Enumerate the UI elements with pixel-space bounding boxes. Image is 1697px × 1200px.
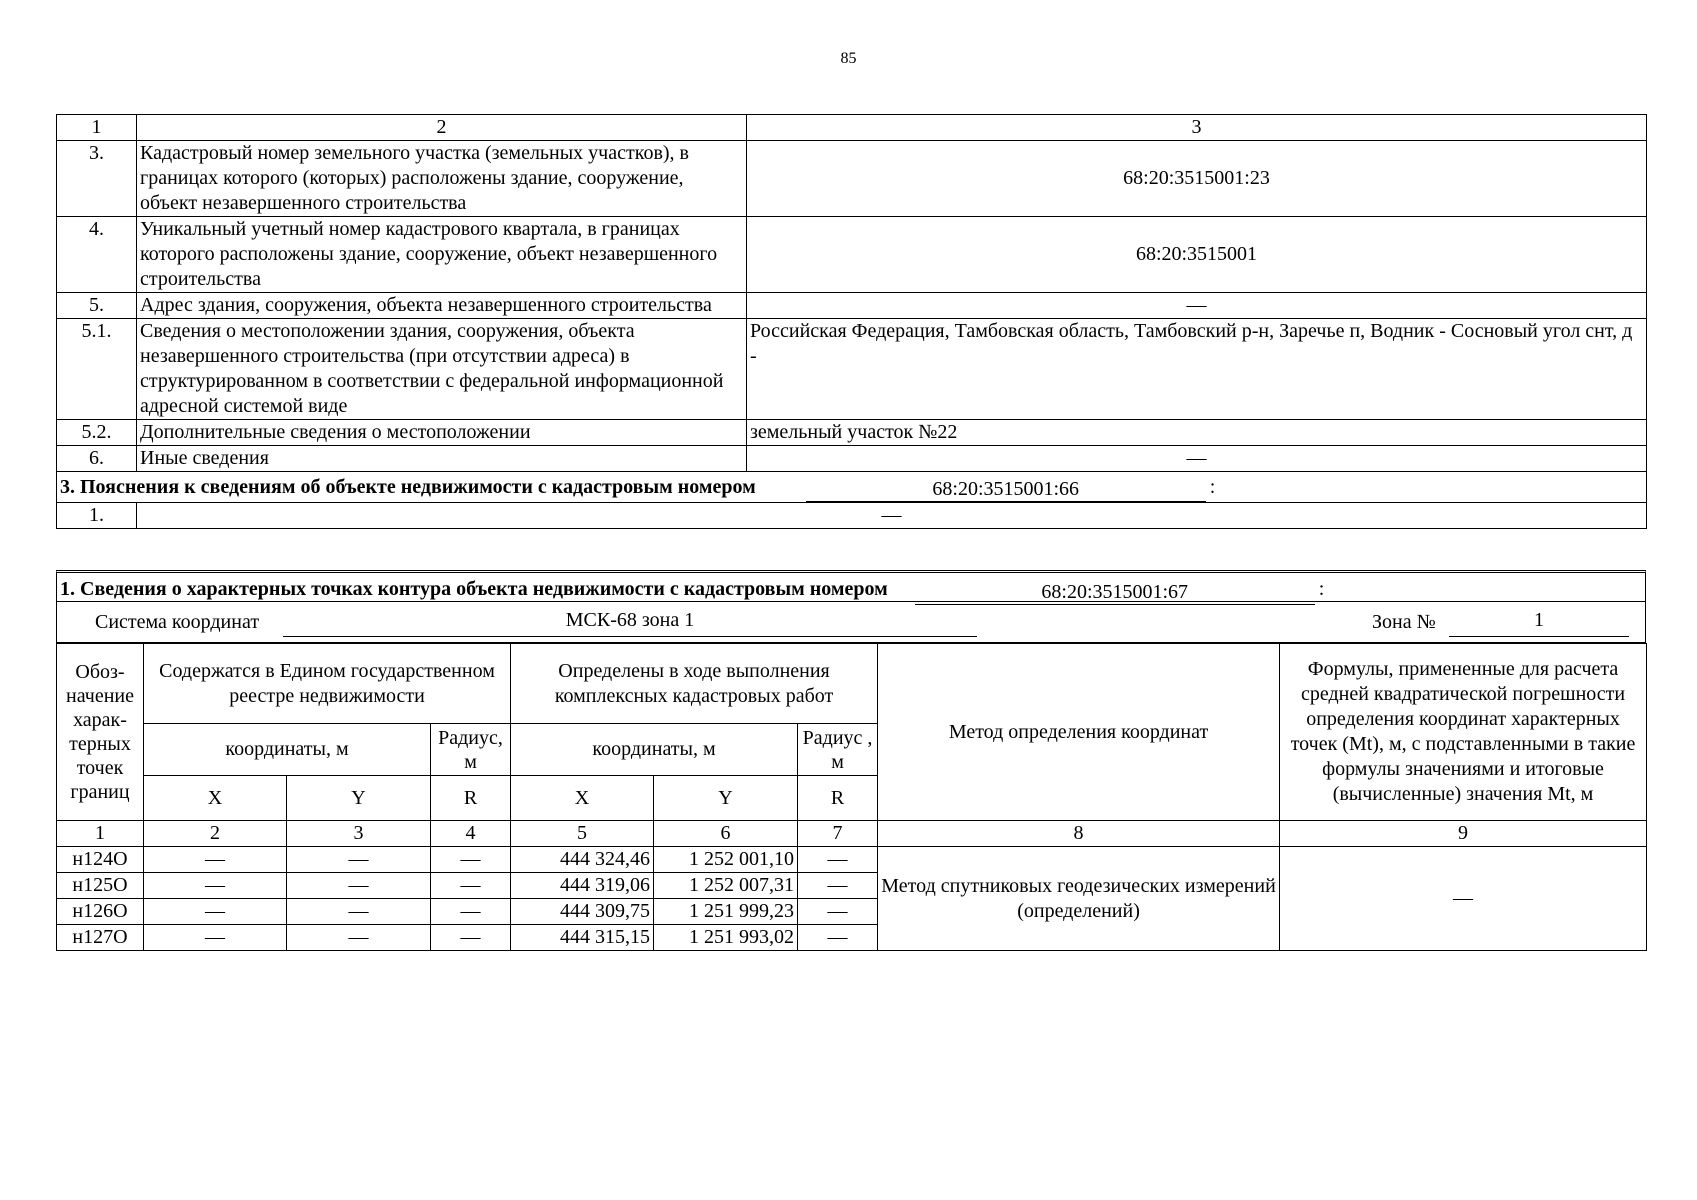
egrn-y: — — [287, 873, 431, 899]
kkr-x: 444 324,46 — [511, 847, 654, 873]
column-number: 1 — [57, 821, 144, 847]
row-value: — — [747, 293, 1647, 319]
kkr-y: 1 251 993,02 — [654, 925, 798, 951]
section3-title: 3. Пояснения к сведениям об объекте недвижимости с кадастровым номером — [60, 476, 756, 498]
row-number: 3. — [57, 141, 137, 217]
method-header: Метод определения координат — [878, 644, 1280, 821]
row-value: — — [747, 446, 1647, 472]
egrn-x: — — [144, 873, 287, 899]
row-value: 68:20:3515001:23 — [747, 141, 1647, 217]
row-label: Иные сведения — [137, 446, 747, 472]
row-label: Адрес здания, сооружения, объекта незавершенного строительства — [137, 293, 747, 319]
egrn-x-header: X — [144, 776, 287, 821]
point-name: н126О — [57, 899, 144, 925]
kkr-coords-header: координаты, м — [511, 724, 798, 776]
egrn-group-header: Содержатся в Едином государственном реестре недвижимости — [144, 644, 511, 724]
section1-cadnum: 68:20:3515001:67 — [915, 580, 1315, 605]
kkr-x: 444 309,75 — [511, 899, 654, 925]
info-row-land-plot — [57, 141, 1647, 217]
point-name: н125О — [57, 873, 144, 899]
row-value: Российская Федерация, Тамбовская область, Тамбовский р-н, Заречье п, Водник - Сосновый угол снт, д - — [747, 319, 1647, 420]
column-number: 6 — [654, 821, 798, 847]
kkr-group-header: Определены в ходе выполнения комплексных кадастровых работ — [511, 644, 878, 724]
row-number: 5.1. — [57, 319, 137, 420]
section3-suffix: : — [1209, 476, 1216, 498]
row-number: 1. — [57, 503, 137, 529]
coord-header-row-1 — [57, 644, 1647, 724]
info-row-location — [57, 319, 1647, 420]
kkr-y-header: Y — [654, 776, 798, 821]
row-label: Дополнительные сведения о местоположении — [137, 420, 747, 446]
section3-cadnum: 68:20:3515001:66 — [806, 477, 1206, 502]
section1-suffix: : — [1318, 578, 1325, 600]
egrn-x: — — [144, 847, 287, 873]
egrn-r: — — [431, 873, 511, 899]
section3-heading — [57, 472, 1647, 503]
column-number: 3 — [287, 821, 431, 847]
method-value: Метод спутниковых геодезических измерений (определений) — [878, 847, 1280, 951]
column-numbers-row — [57, 821, 1647, 847]
info-header-2: 2 — [137, 115, 747, 141]
page-number: 85 — [840, 50, 857, 67]
egrn-r: — — [431, 899, 511, 925]
row-number: 6. — [57, 446, 137, 472]
column-number: 4 — [431, 821, 511, 847]
kkr-r: — — [798, 925, 878, 951]
egrn-x: — — [144, 899, 287, 925]
kkr-radius-header: Радиус , м — [798, 724, 878, 776]
egrn-r: — — [431, 925, 511, 951]
row-value: 68:20:3515001 — [747, 217, 1647, 293]
section1-block — [56, 570, 1646, 643]
row-label: Сведения о местоположении здания, сооружения, объекта незавершенного строительства (при отсутствии адреса) в структурированном в соответствии с федеральной информационной адресной системой виде — [137, 319, 747, 420]
section1-title: 1. Сведения о характерных точках контура объекта недвижимости с кадастровым номером — [60, 578, 888, 600]
info-row-address — [57, 293, 1647, 319]
column-number: 5 — [511, 821, 654, 847]
egrn-coords-header: координаты, м — [144, 724, 431, 776]
egrn-y-header: Y — [287, 776, 431, 821]
kkr-y: 1 251 999,23 — [654, 899, 798, 925]
info-header-3: 3 — [747, 115, 1647, 141]
kkr-r: — — [798, 873, 878, 899]
coordinates-table — [56, 643, 1647, 951]
row-value: земельный участок №22 — [747, 420, 1647, 446]
column-number: 8 — [878, 821, 1280, 847]
section1-heading — [56, 570, 1646, 602]
coord-system-row — [56, 602, 1646, 643]
formula-header: Формулы, примененные для расчета средней квадратической погрешности определения координат характерных точек (Mt), м, с подставленными в такие формулы значениями и итоговые (вычисленные) значения Mt, м — [1280, 644, 1647, 821]
row-number: 5.2. — [57, 420, 137, 446]
info-table — [56, 114, 1647, 529]
coord-system-label: Система координат — [95, 611, 260, 633]
info-header-1: 1 — [57, 115, 137, 141]
coord-system-value: МСК-68 зона 1 — [283, 604, 977, 637]
egrn-r-header: R — [431, 776, 511, 821]
egrn-y: — — [287, 847, 431, 873]
kkr-r: — — [798, 847, 878, 873]
row-label: Уникальный учетный номер кадастрового квартала, в границах которого расположены здание, сооружение, объект незавершенного строительства — [137, 217, 747, 293]
kkr-y: 1 252 001,10 — [654, 847, 798, 873]
info-row-other — [57, 446, 1647, 472]
section3-row — [57, 503, 1647, 529]
point-name: н124О — [57, 847, 144, 873]
kkr-y: 1 252 007,31 — [654, 873, 798, 899]
info-row-extra-location — [57, 420, 1647, 446]
zone-value: 1 — [1449, 604, 1629, 637]
kkr-x: 444 315,15 — [511, 925, 654, 951]
column-number: 9 — [1280, 821, 1647, 847]
row-number: 4. — [57, 217, 137, 293]
designation-header: Обоз-начение харак-терных точек границ — [57, 644, 144, 821]
kkr-r-header: R — [798, 776, 878, 821]
egrn-r: — — [431, 847, 511, 873]
egrn-radius-header: Радиус, м — [431, 724, 511, 776]
egrn-y: — — [287, 899, 431, 925]
zone-label: Зона № — [1372, 611, 1436, 633]
row-value: — — [137, 503, 1647, 529]
column-number: 2 — [144, 821, 287, 847]
column-number: 7 — [798, 821, 878, 847]
info-table-header — [57, 115, 1647, 141]
table-row — [57, 847, 1647, 873]
point-name: н127О — [57, 925, 144, 951]
kkr-x-header: X — [511, 776, 654, 821]
row-label: Кадастровый номер земельного участка (земельных участков), в границах которого (которых) расположены здание, сооружение, объект незавершенного строительства — [137, 141, 747, 217]
kkr-r: — — [798, 899, 878, 925]
section3-heading-row — [57, 472, 1647, 503]
kkr-x: 444 319,06 — [511, 873, 654, 899]
formula-value: — — [1280, 847, 1647, 951]
egrn-x: — — [144, 925, 287, 951]
row-number: 5. — [57, 293, 137, 319]
egrn-y: — — [287, 925, 431, 951]
info-row-quarter — [57, 217, 1647, 293]
